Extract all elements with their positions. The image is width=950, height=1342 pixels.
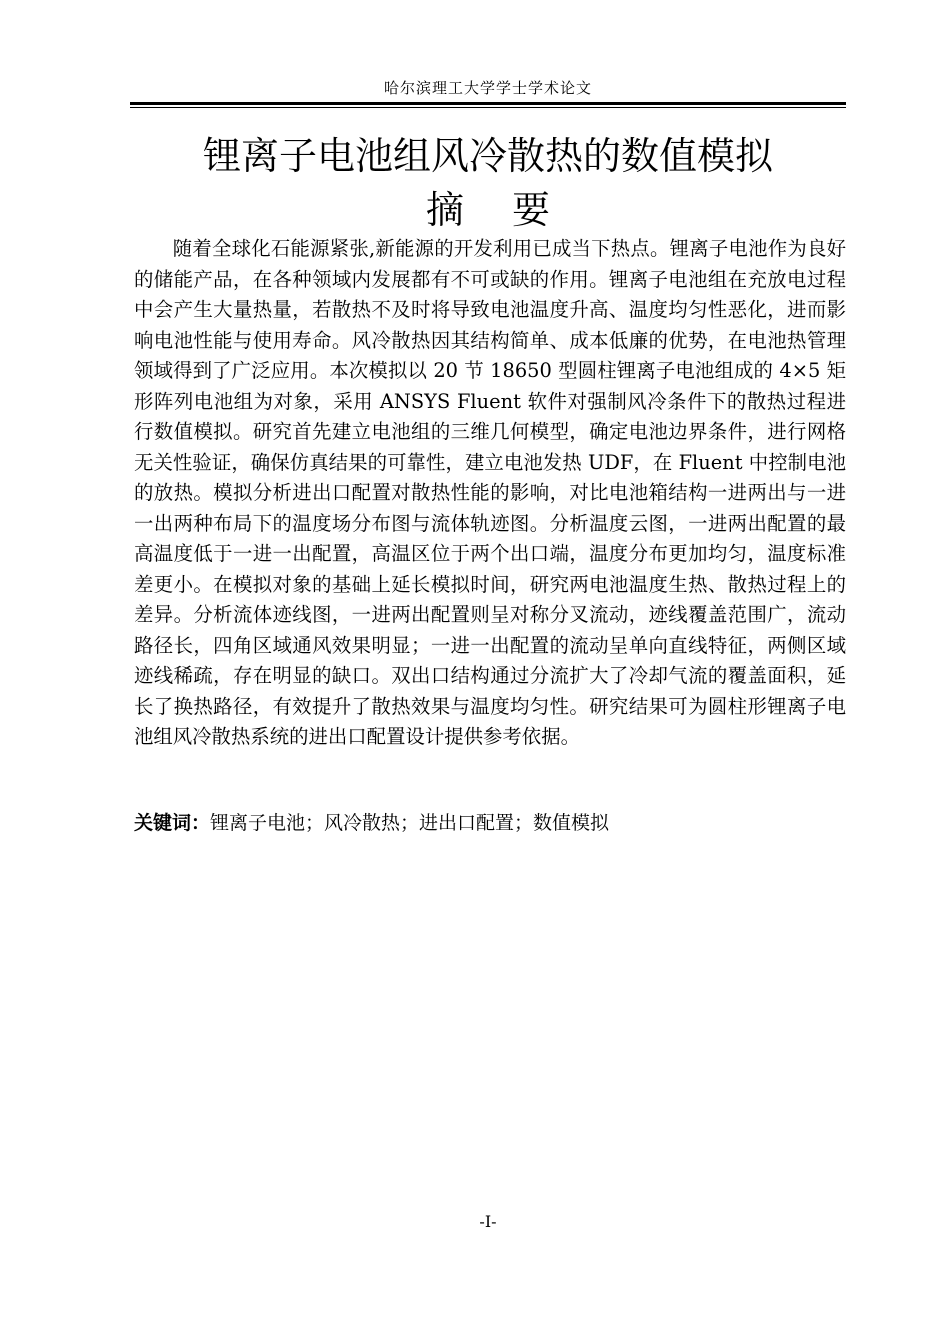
- abstract-heading: 摘 要: [425, 188, 569, 232]
- header-rule-thick: [130, 102, 846, 105]
- running-header: 哈尔滨理工大学学士学术论文: [383, 79, 592, 97]
- thesis-title: 锂离子电池组风冷散热的数值模拟: [202, 134, 773, 178]
- keywords-line: [134, 808, 846, 838]
- abstract-body: 随着全球化石能源紧张,新能源的开发利用已成当下热点。锂离子电池作为良好的储能产品，在各种领域内发展都有不可或缺的作用。锂离子电池组在充放电过程中会产生大量热量，若散热不及时将导致电池温度升高、温度均匀性恶化，进而影响电池性能与使用寿命。风冷散热因其结构简单、成本低廉的优势，在电池热管理领域得到了广泛应用。本次模拟以 20 节 18650 型圆柱锂离子电池组成的 4×5 矩形阵列电池组为对象，采用 ANSYS Fluent 软件对强制风冷条件下的散热过程进行数值模拟。研究首先建立电池组的三维几何模型，确定电池边界条件，进行网格无关性验证，确保仿真结果的可靠性，建立电池发热 UDF，在 Fluent 中控制电池的放热。模拟分析进出口配置对散热性能的影响，对比电池箱结构一进两出与一进一出两种布局下的温度场分布图与流体轨迹图。分析温度云图，一进两出配置的最高温度低于一进一出配置，高温区位于两个出口端，温度分布更加均匀，温度标准差更小。在模拟对象的基础上延长模拟时间，研究两电池温度生热、散热过程上的差异。分析流体迹线图，一进两出配置则呈对称分叉流动，迹线覆盖范围广，流动路径长，四角区域通风效果明显；一进一出配置的流动呈单向直线特征，两侧区域迹线稀疏，存在明显的缺口。双出口结构通过分流扩大了冷却气流的覆盖面积，延长了换热路径，有效提升了散热效果与温度均匀性。研究结果可为圆柱形锂离子电池组风冷散热系统的进出口配置设计提供参考依据。: [134, 237, 846, 748]
- page-number: -I-: [479, 1212, 497, 1231]
- header-rule-thin: [130, 107, 846, 108]
- keywords-label: 关键词：: [134, 812, 211, 834]
- keywords-text: 锂离子电池；风冷散热；进出口配置；数值模拟: [210, 812, 610, 834]
